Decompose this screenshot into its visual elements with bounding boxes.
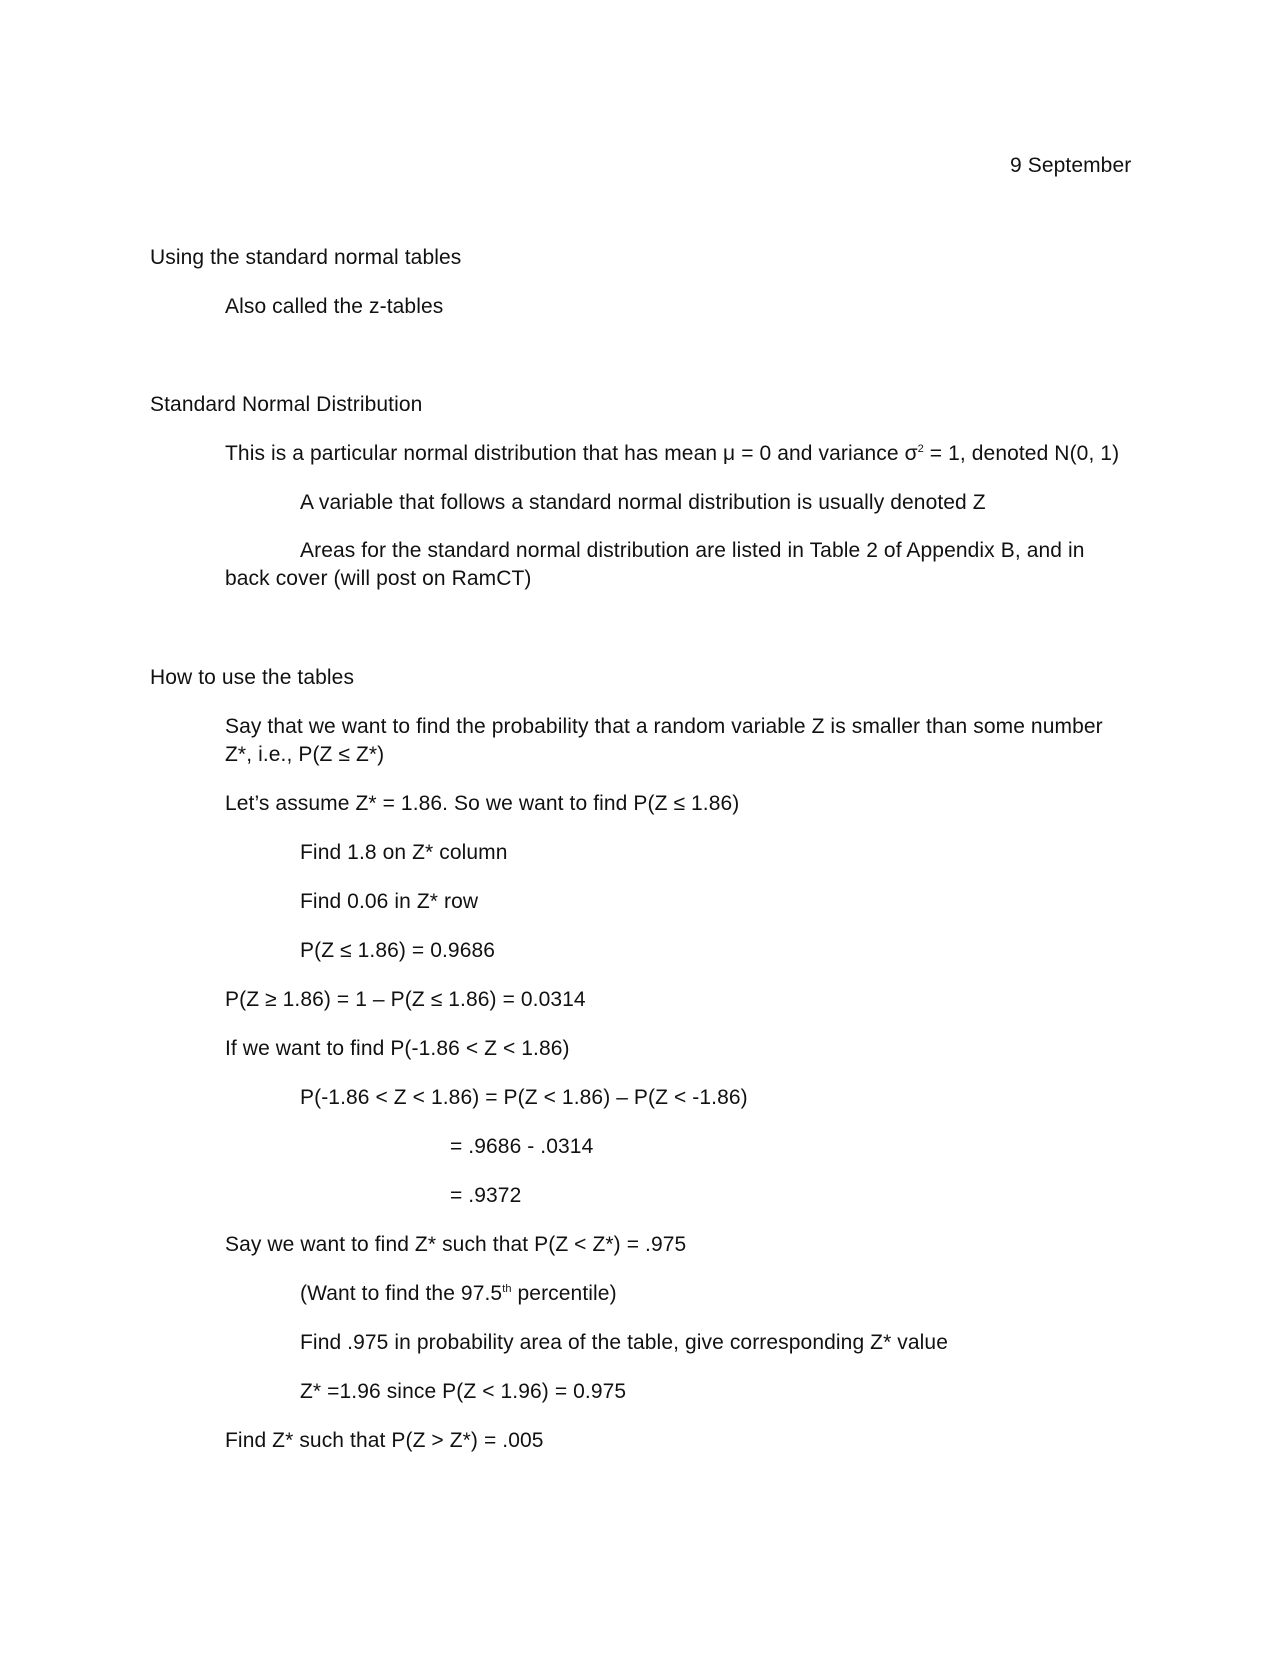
- definition-text: [225, 440, 1119, 468]
- between-equation-1: P(-1.86 < Z < 1.86) = P(Z < 1.86) – P(Z < -1.86): [300, 1086, 748, 1109]
- between-equation-2: = .9686 - .0314: [450, 1135, 594, 1158]
- section-heading-how-to-use: How to use the tables: [150, 666, 355, 689]
- intro-line1: Say that we want to find the probability that a random variable Z is smaller than some number: [225, 715, 1103, 738]
- areas-note-line2: back cover (will post on RamCT): [225, 567, 532, 590]
- percentile-step: Find .975 in probability area of the table, give corresponding Z* value: [300, 1331, 948, 1354]
- step-result: P(Z ≤ 1.86) = 0.9686: [300, 939, 496, 962]
- step-find-row: Find 0.06 in Z* row: [300, 890, 479, 913]
- percentile-note-main: (Want to find the 97.5: [300, 1282, 503, 1305]
- step-find-column: Find 1.8 on Z* column: [300, 841, 508, 864]
- assume-line: Let’s assume Z* = 1.86. So we want to find P(Z ≤ 1.86): [225, 792, 740, 815]
- definition-text-tail: = 1, denoted N(0, 1): [923, 442, 1120, 465]
- percentile-result: Z* =1.96 since P(Z < 1.96) = 0.975: [300, 1380, 627, 1403]
- percentile-intro: Say we want to find Z* such that P(Z < Z*) = .975: [225, 1233, 687, 1256]
- between-intro: If we want to find P(-1.86 < Z < 1.86): [225, 1037, 570, 1060]
- percentile-note: [300, 1280, 617, 1308]
- complement-line: P(Z ≥ 1.86) = 1 – P(Z ≤ 1.86) = 0.0314: [225, 988, 586, 1011]
- between-equation-3: = .9372: [450, 1184, 522, 1207]
- section-heading-standard-normal-tables: Using the standard normal tables: [150, 246, 462, 269]
- definition-superscript: 2: [917, 443, 924, 455]
- definition-text-main: This is a particular normal distribution that has mean μ = 0 and variance σ: [225, 442, 918, 465]
- percentile-superscript: th: [502, 1283, 512, 1295]
- section-heading-standard-normal-distribution: Standard Normal Distribution: [150, 393, 423, 416]
- intro-line2: Z*, i.e., P(Z ≤ Z*): [225, 743, 385, 766]
- areas-note-line1: Areas for the standard normal distribution are listed in Table 2 of Appendix B, and in: [300, 539, 1085, 562]
- variable-note: A variable that follows a standard normal distribution is usually denoted Z: [300, 491, 986, 514]
- final-question: Find Z* such that P(Z > Z*) = .005: [225, 1429, 544, 1452]
- date-text: 9 September: [1010, 154, 1132, 177]
- z-tables-note: Also called the z-tables: [225, 295, 444, 318]
- percentile-note-tail: percentile): [511, 1282, 617, 1305]
